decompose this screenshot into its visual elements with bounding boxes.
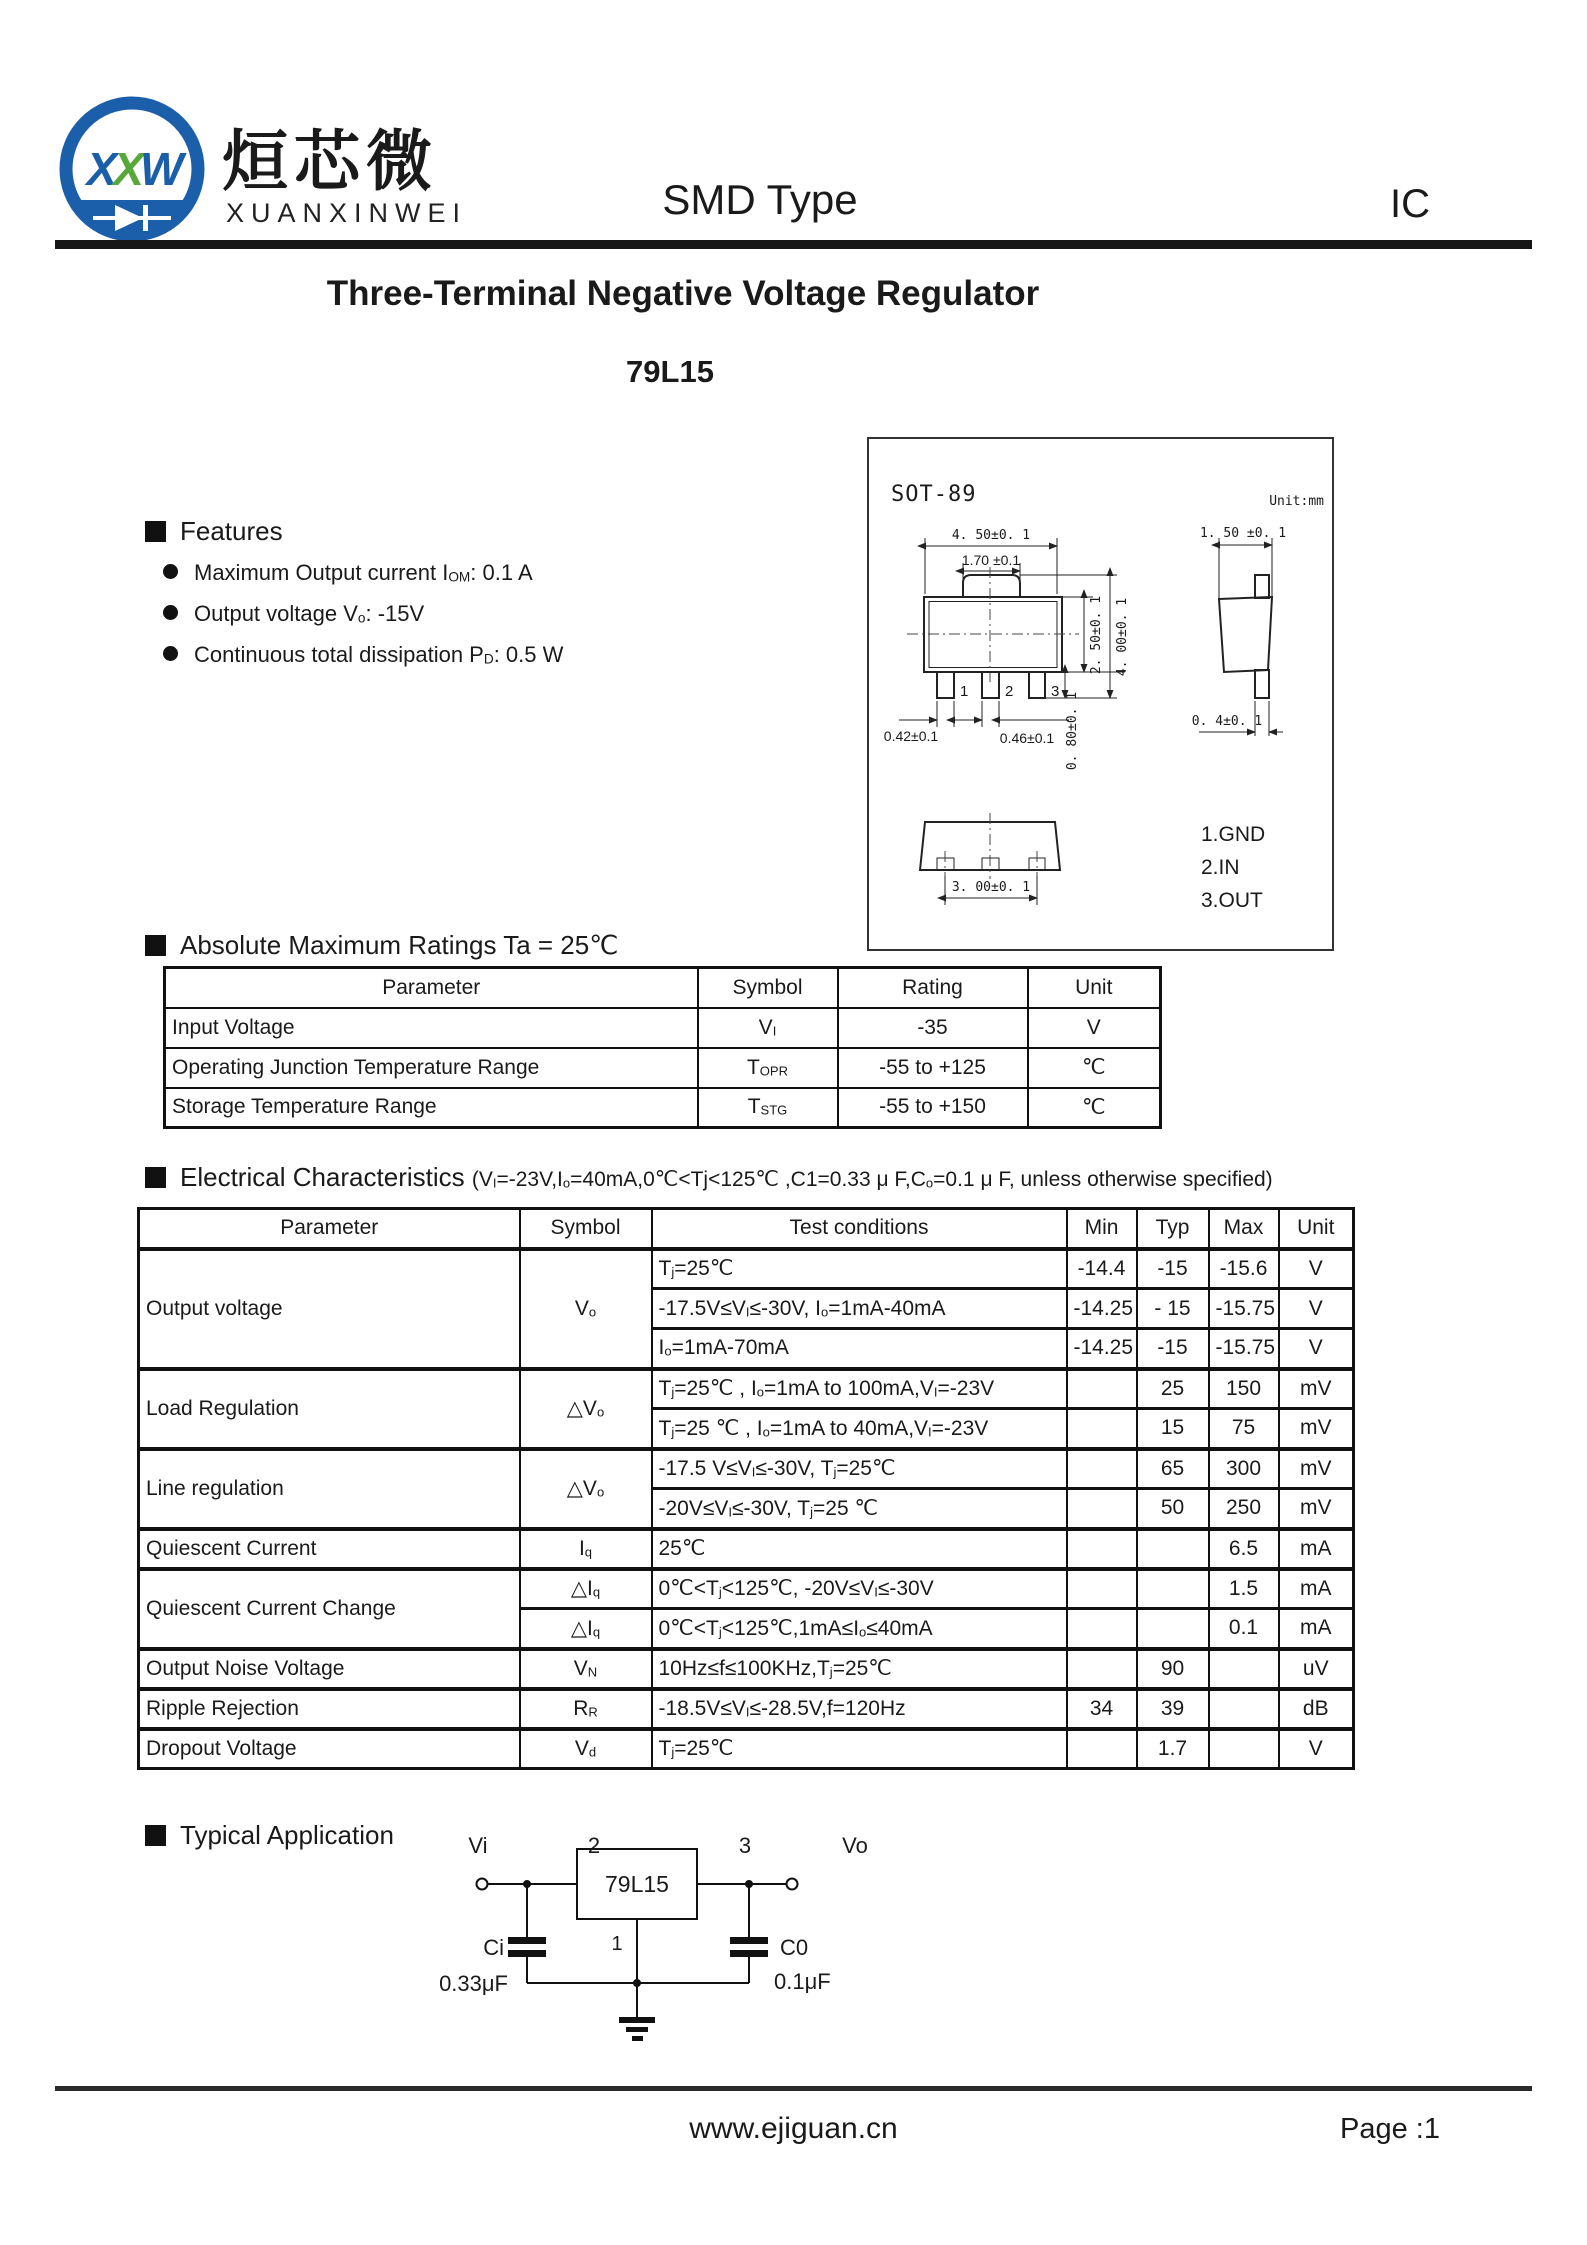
unit-cell: mA (1279, 1569, 1354, 1609)
brand-english-name: XUANXINWEI (226, 198, 468, 228)
cond-cell: $-20V\le V_I\le-30V$, $T_j=25$ ℃ (652, 1489, 1067, 1529)
table-row (139, 1689, 1354, 1729)
unit-cell: V (1279, 1329, 1354, 1369)
col-unit: Unit (1279, 1209, 1354, 1249)
unit-label: Unit:mm (1269, 494, 1324, 509)
ci-label: Ci (483, 1935, 504, 1960)
parameter-cell: Dropout Voltage (139, 1729, 520, 1769)
dim-lead-thickness: 0. 4±0. 1 (1191, 714, 1263, 729)
max-cell: 150 (1209, 1369, 1279, 1409)
bullet-icon (163, 605, 178, 620)
category-label: IC (1390, 182, 1430, 226)
typ-cell: -15 (1137, 1329, 1209, 1369)
smd-type-label: SMD Type (662, 176, 858, 223)
input-terminal (477, 1879, 488, 1890)
pin-name-out: 3.OUT (1201, 889, 1263, 912)
bullet-icon (163, 646, 178, 661)
abs-max-heading (145, 930, 618, 961)
dim-pin2-width: 0.46±0.1 (999, 730, 1055, 746)
parameter-cell: Quiescent Current Change (139, 1569, 520, 1649)
feature-item (163, 560, 533, 586)
symbol-cell: $V_o$ (520, 1249, 652, 1369)
unit-cell: ℃ (1028, 1088, 1161, 1128)
min-cell (1067, 1369, 1137, 1409)
application-heading (145, 1820, 394, 1851)
unit-cell: ℃ (1028, 1048, 1161, 1088)
cond-cell: $T_j=25℃$ (652, 1249, 1067, 1289)
pin-name-in: 2.IN (1201, 856, 1240, 879)
parameter-cell: Output voltage (139, 1249, 520, 1369)
symbol-cell: $V_N$ (520, 1649, 652, 1689)
unit-cell: mA (1279, 1609, 1354, 1649)
max-cell: 75 (1209, 1409, 1279, 1449)
elec-table (137, 1207, 1355, 1770)
ci-value: 0.33μF (439, 1971, 508, 1996)
table-header-row (139, 1209, 1354, 1249)
table-row (139, 1249, 1354, 1289)
min-cell (1067, 1609, 1137, 1649)
feature-item-label: Continuous total dissipation $P_D$: 0.5 W (194, 642, 564, 667)
footer-rule (55, 2086, 1532, 2091)
unit-cell: V (1028, 1008, 1161, 1048)
bullet-icon (163, 564, 178, 579)
vo-label: Vo (842, 1833, 868, 1858)
page-title: Three-Terminal Negative Voltage Regulator (326, 274, 1040, 313)
features-heading-label: Features (180, 516, 283, 546)
pin-name-gnd: 1.GND (1201, 823, 1266, 846)
table-row (165, 1088, 1161, 1128)
capacitor-ci-plate (508, 1937, 546, 1944)
side-tab (1255, 575, 1269, 598)
regulator-part-label: 79L15 (605, 1871, 669, 1897)
ground-icon (626, 2027, 648, 2032)
dim-pin1-width: 0.42±0.1 (883, 728, 939, 744)
feature-item (163, 601, 424, 627)
cond-cell: $-17.5V\le V_I\le-30V$, $I_o=1mA-40mA$ (652, 1289, 1067, 1329)
typ-cell: 25 (1137, 1369, 1209, 1409)
cond-cell: 25℃ (652, 1529, 1067, 1569)
parameter-cell: Storage Temperature Range (165, 1088, 698, 1128)
min-cell (1067, 1649, 1137, 1689)
unit-cell: mV (1279, 1409, 1354, 1449)
col-symbol: Symbol (698, 968, 838, 1008)
application-circuit (420, 1820, 900, 2080)
symbol-cell: $V_I$ (698, 1008, 838, 1048)
feature-item-label: Output voltage $V_o$: -15V (194, 601, 425, 626)
section-square-icon (145, 935, 166, 956)
typ-cell: 1.7 (1137, 1729, 1209, 1769)
typ-cell (1137, 1569, 1209, 1609)
cond-cell: $-18.5V\le V_I\le-28.5V,f=120Hz$ (652, 1689, 1067, 1729)
company-logo (55, 92, 210, 247)
typ-cell (1137, 1529, 1209, 1569)
co-label: C0 (780, 1935, 809, 1960)
max-cell: 250 (1209, 1489, 1279, 1529)
abs-max-table (163, 966, 1162, 1129)
min-cell: -14.25 (1067, 1289, 1137, 1329)
symbol-cell: $\triangle I_q$ (520, 1569, 652, 1609)
cond-cell: $T_j=25℃$ , $I_o=1mA$ to $100mA,V_I=-23V$ (652, 1369, 1067, 1409)
output-terminal (787, 1879, 798, 1890)
max-cell: -15.6 (1209, 1249, 1279, 1289)
col-min: Min (1067, 1209, 1137, 1249)
min-cell: 34 (1067, 1689, 1137, 1729)
col-unit: Unit (1028, 968, 1161, 1008)
min-cell (1067, 1569, 1137, 1609)
header-rule (55, 240, 1532, 249)
symbol-cell: $\triangle V_o$ (520, 1449, 652, 1529)
unit-cell: V (1279, 1729, 1354, 1769)
symbol-cell: $I_q$ (520, 1529, 652, 1569)
max-cell: -15.75 (1209, 1289, 1279, 1329)
typ-cell: -15 (1137, 1249, 1209, 1289)
package-tab-outline (963, 575, 1020, 597)
footer-website: www.ejiguan.cn (689, 2112, 898, 2145)
unit-cell: V (1279, 1249, 1354, 1289)
pin2-label: 2 (587, 1833, 601, 1858)
unit-cell: dB (1279, 1689, 1354, 1729)
cond-cell: $I_o=1mA-70mA$ (652, 1329, 1067, 1369)
logo-mark (55, 92, 210, 247)
min-cell (1067, 1729, 1137, 1769)
symbol-cell: $\triangle V_o$ (520, 1369, 652, 1449)
brand-chinese-name: 烜芯微 (222, 124, 438, 198)
capacitor-co-plate (730, 1937, 768, 1944)
typ-cell (1137, 1609, 1209, 1649)
unit-cell: mV (1279, 1489, 1354, 1529)
col-typ: Typ (1137, 1209, 1209, 1249)
min-cell (1067, 1529, 1137, 1569)
unit-cell: mV (1279, 1369, 1354, 1409)
min-cell: -14.4 (1067, 1249, 1137, 1289)
table-row (165, 1048, 1161, 1088)
pin-1 (937, 672, 954, 698)
dim-total-height: 4. 00±0. 1 (1115, 597, 1130, 677)
side-lead (1255, 670, 1269, 698)
section-square-icon (145, 521, 166, 542)
max-cell: 1.5 (1209, 1569, 1279, 1609)
dim-tab-width: 1.70 ±0.1 (961, 552, 1021, 568)
max-cell: 300 (1209, 1449, 1279, 1489)
cond-cell: $0℃<T_j<125℃,1mA\le I_o\le 40mA$ (652, 1609, 1067, 1649)
min-cell (1067, 1489, 1137, 1529)
typ-cell: 15 (1137, 1409, 1209, 1449)
pin-number-2: 2 (1005, 683, 1014, 700)
table-row (139, 1529, 1354, 1569)
typ-cell: 39 (1137, 1689, 1209, 1729)
symbol-cell: $R_R$ (520, 1689, 652, 1729)
col-parameter: Parameter (139, 1209, 520, 1249)
side-body-outline (1219, 597, 1272, 672)
capacitor-ci-plate (508, 1950, 546, 1957)
parameter-cell: Operating Junction Temperature Range (165, 1048, 698, 1088)
abs-max-heading-label: Absolute Maximum Ratings Ta = 25℃ (180, 930, 619, 960)
symbol-cell: $\triangle I_q$ (520, 1609, 652, 1649)
package-drawing-panel (867, 437, 1334, 951)
max-cell: 0.1 (1209, 1609, 1279, 1649)
cond-cell: $0℃<T_j<125℃$, $-20V\le V_I\le-30V$ (652, 1569, 1067, 1609)
cond-cell: $T_j=25$ ℃ , $I_o=1mA$ to $40mA,V_I=-23V$ (652, 1409, 1067, 1449)
part-number-title: 79L15 (626, 354, 714, 389)
table-row (165, 1008, 1161, 1048)
dim-body-width: 4. 50±0. 1 (951, 528, 1031, 543)
application-circuit-svg (420, 1820, 900, 2080)
application-heading-label: Typical Application (180, 1820, 394, 1850)
table-row (139, 1369, 1354, 1409)
max-cell (1209, 1649, 1279, 1689)
symbol-cell: $T_{OPR}$ (698, 1048, 838, 1088)
max-cell: -15.75 (1209, 1329, 1279, 1369)
pin3-label: 3 (738, 1833, 752, 1858)
capacitor-co-plate (730, 1950, 768, 1957)
ground-icon (619, 2017, 655, 2023)
max-cell (1209, 1729, 1279, 1769)
typ-cell: 90 (1137, 1649, 1209, 1689)
pin-3 (1029, 672, 1045, 698)
cond-cell: -17.5 $V\le V_I\le-30V$, $T_j=25℃$ (652, 1449, 1067, 1489)
table-header-row (165, 968, 1161, 1008)
max-cell: 6.5 (1209, 1529, 1279, 1569)
parameter-cell: Quiescent Current (139, 1529, 520, 1569)
table-row (139, 1649, 1354, 1689)
typ-cell: 50 (1137, 1489, 1209, 1529)
min-cell: -14.25 (1067, 1329, 1137, 1369)
parameter-cell: Output Noise Voltage (139, 1649, 520, 1689)
col-max: Max (1209, 1209, 1279, 1249)
package-name-label: SOT-89 (891, 482, 977, 507)
parameter-cell: Load Regulation (139, 1369, 520, 1449)
col-symbol: Symbol (520, 1209, 652, 1249)
col-rating: Rating (838, 968, 1028, 1008)
dim-pin-length: 0. 80±0. 1 (1065, 691, 1080, 771)
min-cell (1067, 1409, 1137, 1449)
typ-cell: - 15 (1137, 1289, 1209, 1329)
rating-cell: -35 (838, 1008, 1028, 1048)
dim-body-height: 2. 50±0. 1 (1089, 595, 1104, 675)
ground-icon (632, 2036, 643, 2041)
parameter-cell: Input Voltage (165, 1008, 698, 1048)
features-heading (145, 516, 283, 547)
elec-conditions-note: ($V_I=-23V,I_o=40mA,0℃<Tj<125℃$ ,C1=0.33 μ $F,C_o=0.1$ μ F, unless otherwise specified) (471, 1168, 1273, 1191)
rating-cell: -55 to +125 (838, 1048, 1028, 1088)
cond-cell: $10Hz\le f\le 100KHz,T_j=25℃$ (652, 1649, 1067, 1689)
feature-item (163, 642, 563, 668)
unit-cell: mV (1279, 1449, 1354, 1489)
pin-number-1: 1 (960, 683, 969, 700)
pin-number-3: 3 (1051, 683, 1060, 700)
feature-item-label: Maximum Output current $I_{OM}$: 0.1 A (194, 560, 533, 585)
parameter-cell: Line regulation (139, 1449, 520, 1529)
unit-cell: mA (1279, 1529, 1354, 1569)
table-row (139, 1569, 1354, 1609)
rating-cell: -55 to +150 (838, 1088, 1028, 1128)
table-row (139, 1729, 1354, 1769)
symbol-cell: $T_{STG}$ (698, 1088, 838, 1128)
col-parameter: Parameter (165, 968, 698, 1008)
footer-page-number: Page :1 (1340, 2113, 1440, 2145)
logo-letters: XXW (86, 143, 180, 195)
col-test-conditions: Test conditions (652, 1209, 1067, 1249)
cond-cell: $T_j=25℃$ (652, 1729, 1067, 1769)
min-cell (1067, 1449, 1137, 1489)
unit-cell: uV (1279, 1649, 1354, 1689)
co-value: 0.1μF (774, 1969, 831, 1994)
elec-heading (145, 1162, 1273, 1193)
symbol-cell: $V_d$ (520, 1729, 652, 1769)
parameter-cell: Ripple Rejection (139, 1689, 520, 1729)
elec-heading-label: Electrical Characteristics (180, 1162, 465, 1192)
package-drawing (869, 439, 1332, 949)
max-cell (1209, 1689, 1279, 1729)
typ-cell: 65 (1137, 1449, 1209, 1489)
dim-side-width: 1. 50 ±0. 1 (1199, 526, 1287, 541)
section-square-icon (145, 1825, 166, 1846)
dim-pin-pitch: 3. 00±0. 1 (951, 880, 1031, 895)
pin1-label: 1 (611, 1933, 623, 1955)
table-row (139, 1449, 1354, 1489)
unit-cell: V (1279, 1289, 1354, 1329)
vi-label: Vi (468, 1833, 488, 1858)
section-square-icon (145, 1167, 166, 1188)
